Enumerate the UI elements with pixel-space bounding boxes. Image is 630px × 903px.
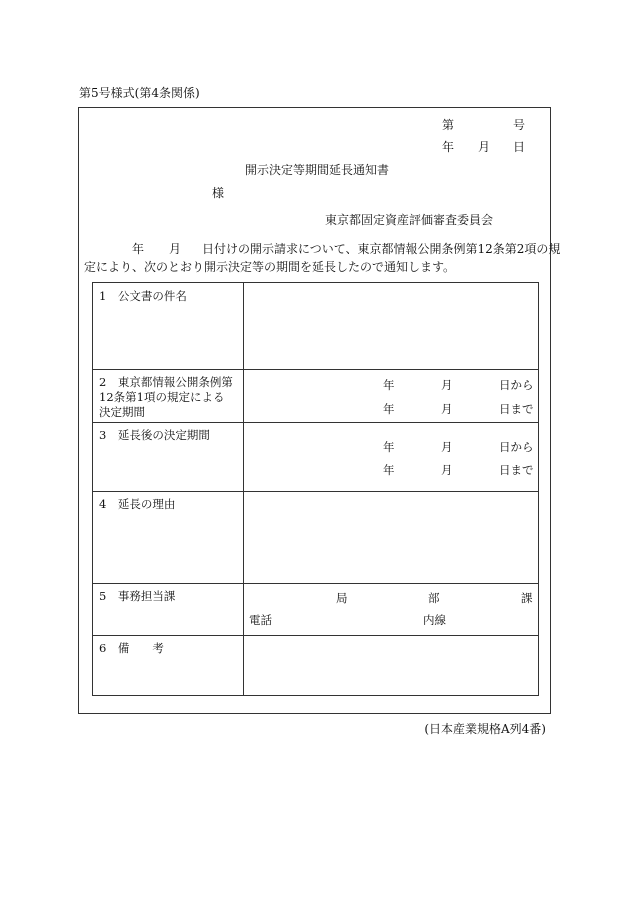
body-text-line1: 日付けの開示請求について、東京都情報公開条例第12条第2項の規 bbox=[202, 242, 561, 256]
original-to-day: 日まで bbox=[499, 402, 534, 416]
details-table bbox=[92, 282, 539, 696]
body-year: 年 bbox=[132, 242, 145, 256]
date-day: 日 bbox=[513, 140, 526, 154]
extended-to-year: 年 bbox=[383, 463, 395, 477]
phone-label: 電話 bbox=[249, 613, 272, 627]
table-column-divider bbox=[243, 283, 244, 695]
row-label-responsible-section: 5 事務担当課 bbox=[99, 589, 176, 603]
row-divider bbox=[93, 583, 538, 584]
extended-to-day: 日まで bbox=[499, 463, 534, 477]
addressee-suffix: 様 bbox=[212, 186, 225, 200]
row-label-original-period-line2: 12条第1項の規定による bbox=[99, 390, 225, 404]
document-title: 開示決定等期間延長通知書 bbox=[245, 163, 390, 177]
row-divider bbox=[93, 491, 538, 492]
extended-to-month: 月 bbox=[441, 463, 453, 477]
extended-from-day: 日から bbox=[499, 440, 534, 454]
extended-from-month: 月 bbox=[441, 440, 453, 454]
original-to-month: 月 bbox=[441, 402, 453, 416]
row-label-document-subject: 1 公文書の件名 bbox=[99, 289, 187, 303]
original-from-month: 月 bbox=[441, 378, 453, 392]
date-year: 年 bbox=[442, 140, 455, 154]
row-label-original-period-line3: 決定期間 bbox=[99, 405, 145, 419]
row-label-extended-period: 3 延長後の決定期間 bbox=[99, 428, 210, 442]
row-divider bbox=[93, 422, 538, 423]
row-label-remarks: 6 備 考 bbox=[99, 641, 164, 655]
row-label-original-period-line1: 2 東京都情報公開条例第 bbox=[99, 375, 233, 389]
original-to-year: 年 bbox=[383, 402, 395, 416]
row-divider bbox=[93, 369, 538, 370]
section-label: 課 bbox=[521, 591, 533, 605]
body-text-line2: 定により、次のとおり開示決定等の期間を延長したので通知します。 bbox=[84, 260, 456, 274]
doc-number-prefix: 第 bbox=[442, 118, 455, 132]
original-from-year: 年 bbox=[383, 378, 395, 392]
original-from-day: 日から bbox=[499, 378, 534, 392]
date-month: 月 bbox=[478, 140, 491, 154]
bureau-label: 局 bbox=[336, 591, 348, 605]
department-label: 部 bbox=[428, 591, 440, 605]
paper-size-note: (日本産業規格A列4番) bbox=[424, 722, 546, 736]
doc-number-suffix: 号 bbox=[513, 118, 526, 132]
body-month: 月 bbox=[169, 242, 182, 256]
extended-from-year: 年 bbox=[383, 440, 395, 454]
extension-label: 内線 bbox=[423, 613, 446, 627]
row-label-extension-reason: 4 延長の理由 bbox=[99, 497, 176, 511]
issuer-name: 東京都固定資産評価審査委員会 bbox=[325, 213, 494, 227]
row-divider bbox=[93, 635, 538, 636]
form-number: 第5号様式(第4条関係) bbox=[79, 86, 200, 100]
